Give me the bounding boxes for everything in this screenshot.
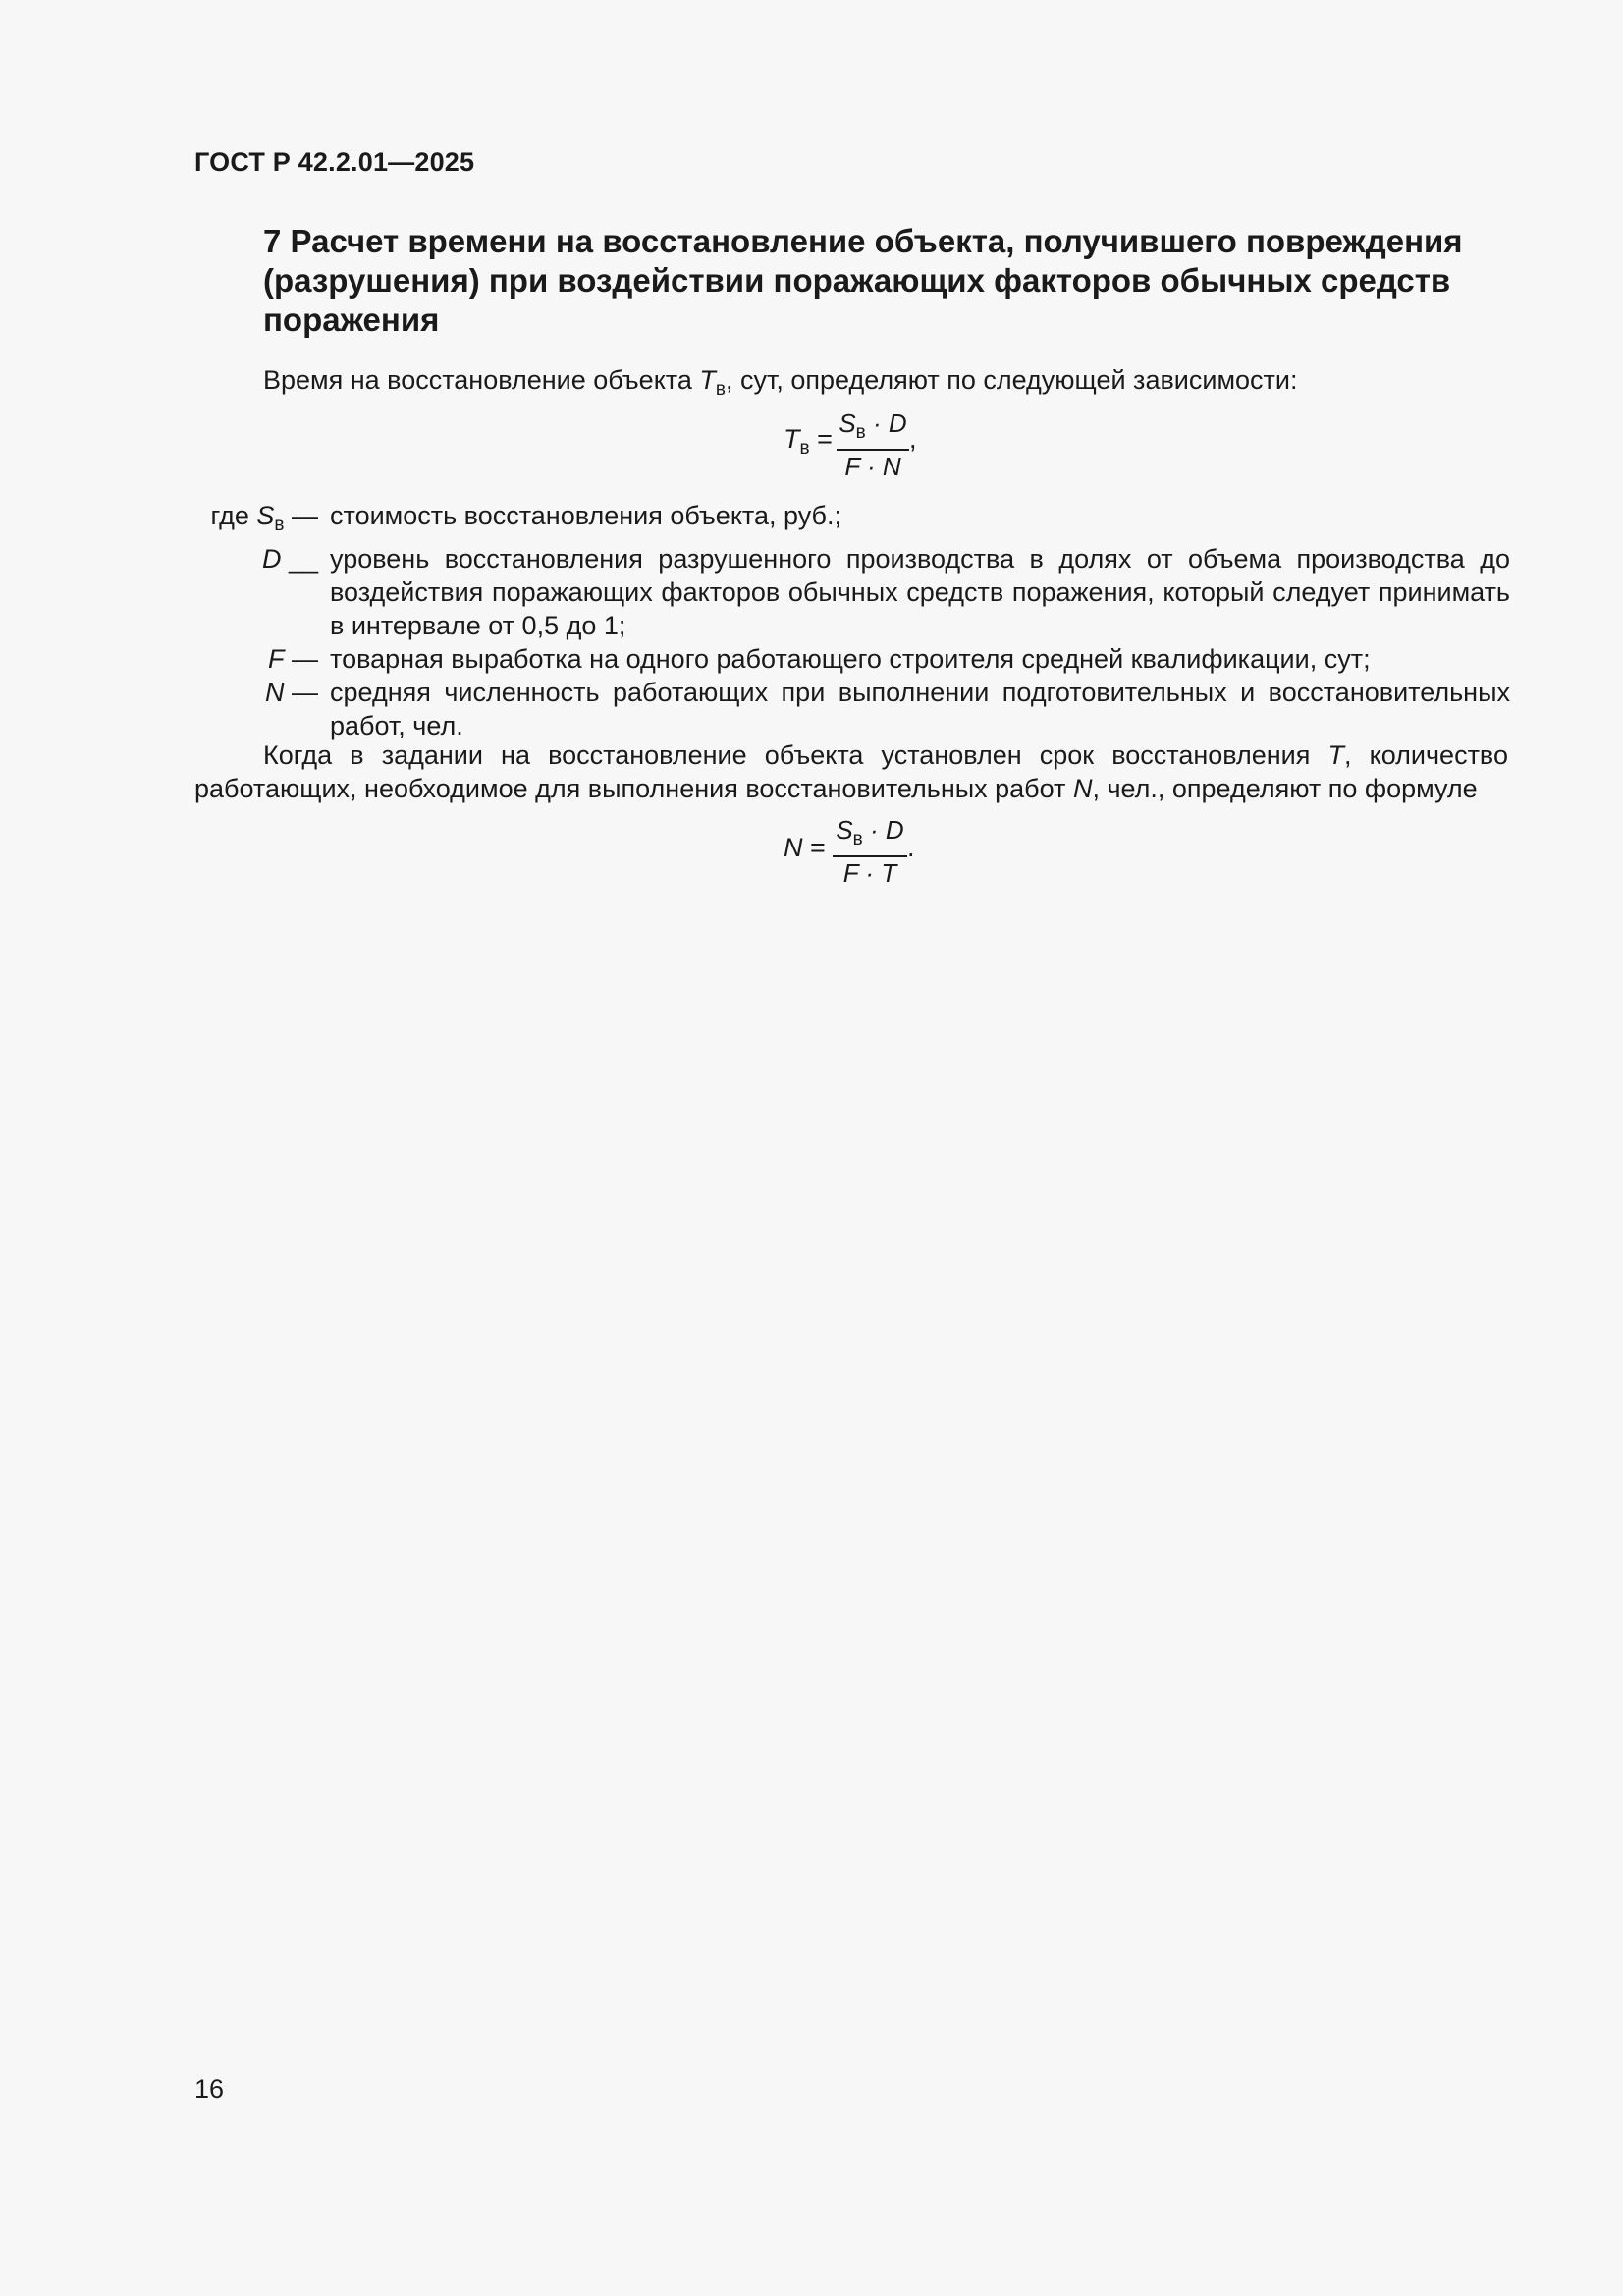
- definition-dash: —: [284, 678, 318, 707]
- page-number: 16: [194, 2074, 225, 2104]
- definition-text: уровень восстановления разрушенного производства в долях от объема производства до воздействия поражающих факторов обычных средств поражения, который следует принимать в интервале от 0,5 до 1;: [330, 544, 1510, 640]
- formula-16-fraction: [837, 409, 909, 481]
- formula-16-fraction-bar: [837, 449, 909, 451]
- when-paragraph: [194, 738, 1508, 805]
- intro-subscript: в: [715, 379, 726, 400]
- when-text-part3: , чел., определяют по формуле: [1092, 774, 1478, 803]
- intro-paragraph: [263, 363, 1510, 407]
- formula-16-punct: ,: [909, 424, 917, 454]
- definition-var: N: [264, 678, 285, 707]
- definition-dash: —: [284, 501, 318, 530]
- intro-text-after: , сут, определяют по следующей зависимости:: [726, 365, 1298, 395]
- formula-16-lhs-sub: в: [799, 438, 810, 459]
- formula-17-numerator: [833, 815, 907, 854]
- definition-var: F: [267, 644, 285, 674]
- variable-definitions: [194, 499, 1510, 742]
- formula-16-num-sub: в: [855, 422, 866, 443]
- when-variable-n: N: [1072, 774, 1093, 803]
- formula-17-num-rest: · D: [862, 815, 904, 845]
- formula-17-num-sub: в: [852, 829, 863, 849]
- definition-row: [194, 499, 1510, 542]
- definition-sub: в: [274, 515, 285, 535]
- definition-text: средняя численность работающих при выполнении подготовительных и восстановительных работ, чел.: [330, 678, 1510, 740]
- definition-term: [194, 542, 318, 642]
- definition-text: стоимость восстановления объекта, руб.;: [330, 501, 842, 530]
- formula-17-fraction-bar: [833, 855, 907, 857]
- formula-16-lhs: [784, 424, 833, 460]
- definition-text: товарная выработка на одного работающего строителя средней квалификации, сут;: [330, 644, 1371, 674]
- document-header: ГОСТ Р 42.2.01—2025: [194, 147, 475, 177]
- formula-17-lhs-var: N: [784, 833, 803, 862]
- formula-17-equals: =: [802, 833, 826, 862]
- formula-17-fraction: [833, 815, 907, 888]
- intro-text-before: Время на восстановление объекта: [263, 365, 700, 395]
- when-variable-t: T: [1327, 740, 1344, 770]
- definition-dash: —: [284, 644, 318, 674]
- definition-row: [194, 676, 1510, 742]
- when-text-part2: , количество работающих, необходимое для выполнения восстановительных работ: [194, 740, 1508, 803]
- definition-dash: __: [281, 544, 318, 574]
- formula-16-num-var: S: [839, 409, 856, 438]
- formula-17-denominator: F · T: [842, 858, 897, 888]
- definition-term: [194, 499, 318, 542]
- formula-16-lhs-var: T: [784, 424, 800, 454]
- intro-variable: T: [699, 365, 716, 395]
- formula-17-lhs: [784, 833, 826, 863]
- definition-var: S: [256, 501, 275, 530]
- formula-16-denominator: F · N: [844, 452, 901, 481]
- definition-term: [194, 642, 318, 676]
- section-heading: 7 Расчет времени на восстановление объекта, получившего повреждения (разрушения) при воздействии поражающих факторов обычных средств поражения: [263, 223, 1463, 338]
- definition-term: [194, 676, 318, 742]
- definition-prefix: где: [210, 501, 257, 530]
- when-text-part1: Когда в задании на восстановление объекта установлен срок восстановления: [263, 740, 1328, 770]
- formula-16-num-rest: · D: [865, 409, 907, 438]
- formula-17-num-var: S: [836, 815, 853, 845]
- formula-16-equals: =: [809, 424, 833, 454]
- formula-16-numerator: [837, 409, 909, 448]
- formula-17-punct: .: [907, 833, 915, 862]
- definition-var: D: [261, 544, 282, 574]
- definition-row: [194, 642, 1510, 676]
- definition-row: [194, 542, 1510, 642]
